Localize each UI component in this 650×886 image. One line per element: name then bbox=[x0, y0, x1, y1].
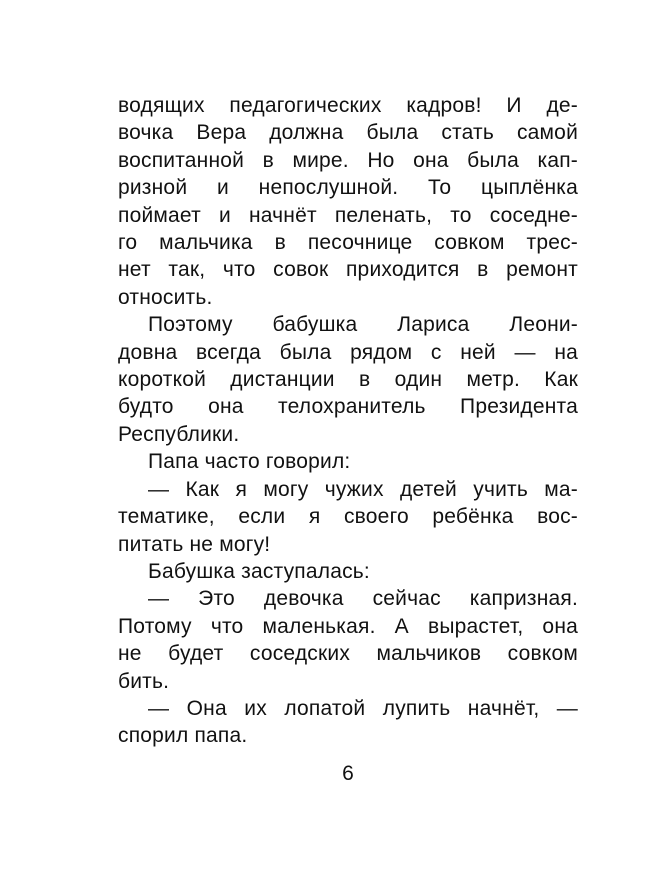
text-line: го мальчика в песочнице совком трес- bbox=[118, 231, 578, 255]
text-line: тематике, если я своего ребёнка вос- bbox=[118, 505, 578, 529]
text-line: поймает и начнёт пеленать, то соседне- bbox=[118, 203, 578, 227]
text-line: воспитанной в мире. Но она была кап- bbox=[118, 148, 578, 172]
text-line: короткой дистанции в один метр. Как bbox=[118, 368, 578, 392]
text-line: Бабушка заступалась: bbox=[148, 559, 370, 583]
text-line: питать не могу! bbox=[118, 532, 271, 556]
text-line: спорил папа. bbox=[118, 724, 248, 748]
text-line: водящих педагогических кадров! И де- bbox=[118, 94, 578, 117]
page-text bbox=[118, 92, 578, 750]
text-line: ризной и непослушной. То цыплёнка bbox=[118, 176, 578, 200]
text-line: относить. bbox=[118, 285, 213, 309]
text-line: — Как я могу чужих детей учить ма- bbox=[148, 477, 578, 501]
text-line: Папа часто говорил: bbox=[148, 450, 351, 474]
text-line: — Это девочка сейчас капризная. bbox=[148, 587, 578, 611]
text-line: Поэтому бабушка Лариса Леони- bbox=[148, 313, 578, 337]
text-line: бить. bbox=[118, 669, 170, 693]
text-line: будто она телохранитель Президента bbox=[118, 395, 578, 419]
text-line: вочка Вера должна была стать самой bbox=[118, 121, 578, 145]
text-line: нет так, что совок приходится в ремонт bbox=[118, 258, 578, 282]
text-line: Потому что маленькая. А вырастет, она bbox=[118, 614, 578, 638]
text-line: не будет соседских мальчиков совком bbox=[118, 642, 578, 666]
page-number: 6 bbox=[342, 762, 354, 785]
text-line: Республики. bbox=[118, 422, 240, 446]
text-line: довна всегда была рядом с ней — на bbox=[118, 340, 578, 364]
text-line: — Она их лопатой лупить начнёт, — bbox=[148, 696, 578, 720]
